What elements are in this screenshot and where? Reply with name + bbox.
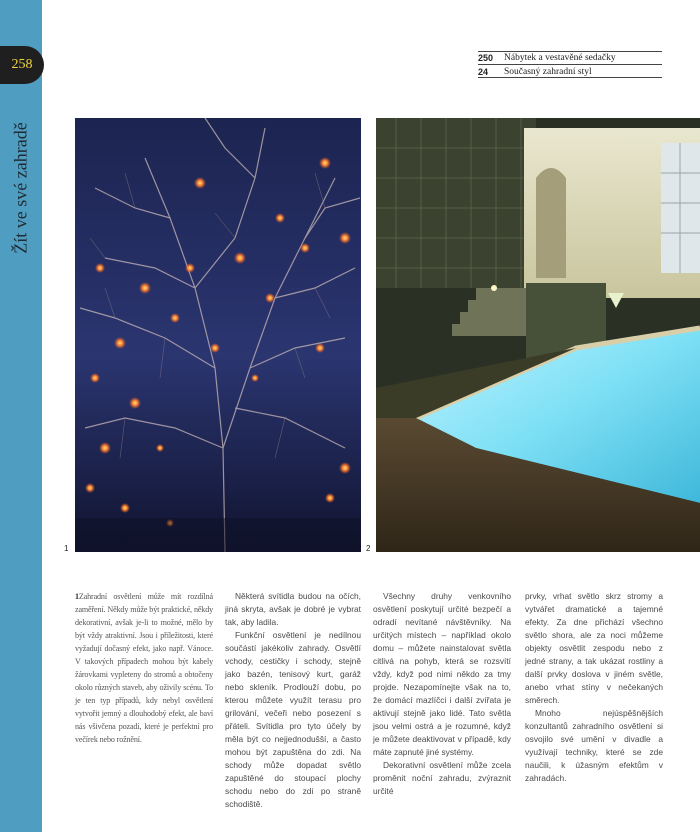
text-column-1 [225, 590, 361, 811]
caption-text: Zahradní osvětlení může mít rozdílná zaměření. Někdy může být praktické, někdy dekorativní, avšak je-li to možné, mělo by být vždy atraktivní. Jsou i příležitosti, které vyžadují dočasný efekt, jako např. Vánoce. V takových případech mohou být kabely žárovkami vypleteny do stromů a obtočeny okolo různých staveb, aby oživily scénu. To je ten typ případů, kdy nebyl osvětlení vytvořit jemný a dlouhodobý efekt, ale baví nás všivčena pozadí, které je perfektní pro večírek nebo rožnění. [75, 592, 213, 744]
cross-reference-title: Současný zahradní styl [504, 67, 592, 77]
page-number: 258 [11, 57, 33, 72]
cross-reference-page: 250 [478, 53, 494, 63]
cross-reference-page: 24 [478, 67, 489, 77]
paragraph: Funkční osvětlení je nedílnou součástí jakékoliv zahrady. Osvětlí vchody, cestičky i schody, stejně jako bazén, tenisový kurt, garáž nebo skleník. Prodlouží dobu, po kterou můžete využít terasu pro grilování, večeři nebo posezení s přáteli. Svítidla pro tyto účely by měla být co nejjednodušší, a často mohou být zapuštěna do zdi. Na schody může dopadat světlo zapuštěné do stoupací plochy schodu nebo do zdi po straně schodiště. [225, 630, 361, 809]
text-column-3 [525, 590, 663, 785]
paragraph: Všechny druhy venkovního osvětlení poskytují určité bezpečí a odradí nevítané návštěvníky. Na určitých místech – například okolo domu – můžete nainstalovat světla citlivá na pohyb, která se rozsvítí vždy, když pod nimi někdo za tmy projde. Nezapomínejte však na to, že domácí mazlíčci i další zvířata je aktivují stejně jako lidé. Tato světla jsou velmi ostrá a je rozumné, když je můžete deaktivovat v případě, kdy máte zapnuté jiné systémy. [373, 591, 511, 757]
paragraph: Mnoho nejúspěšnějších konzultantů zahradního osvětlení si osvojilo své umění v divadle a využívají techniky, které se zde naučili, k úžasným efektům v zahradách. [525, 708, 663, 783]
caption-number: 1 [75, 592, 79, 601]
paragraph: prvky, vrhat světlo skrz stromy a vytvářet dramatické a tajemné efekty. Za dne přichází všechno světlo shora, ale za noci můžeme objekty osvětlit zespodu nebo z jedné strany, a tak ukázat rostliny a další prvky doslova v jiném světle, anebo vrhat stíny v nečekaných směrech. [525, 591, 663, 705]
photo-tree-lights [75, 118, 361, 552]
photo-2-label: 2 [366, 544, 371, 553]
page-number-badge [0, 46, 44, 84]
paragraph: Dekorativní osvětlení může zcela proměnit noční zahradu, zvýraznit určité [373, 760, 511, 796]
chapter-title: Žít ve své zahradě [10, 122, 31, 254]
cross-reference-title: Nábytek a vestavěné sedačky [504, 53, 616, 63]
xref-rule-mid [478, 64, 662, 65]
caption-paragraph [75, 590, 213, 746]
photo-pool-night [376, 118, 700, 552]
text-column-2 [373, 590, 511, 798]
caption-column [75, 590, 213, 746]
cross-reference-1[interactable] [478, 52, 662, 64]
xref-rule-bottom [478, 77, 662, 78]
paragraph: Některá svítidla budou na očích, jiná skryta, avšak je dobré je vybrat tak, aby ladila. [225, 591, 361, 627]
photo-1-label: 1 [64, 544, 69, 553]
